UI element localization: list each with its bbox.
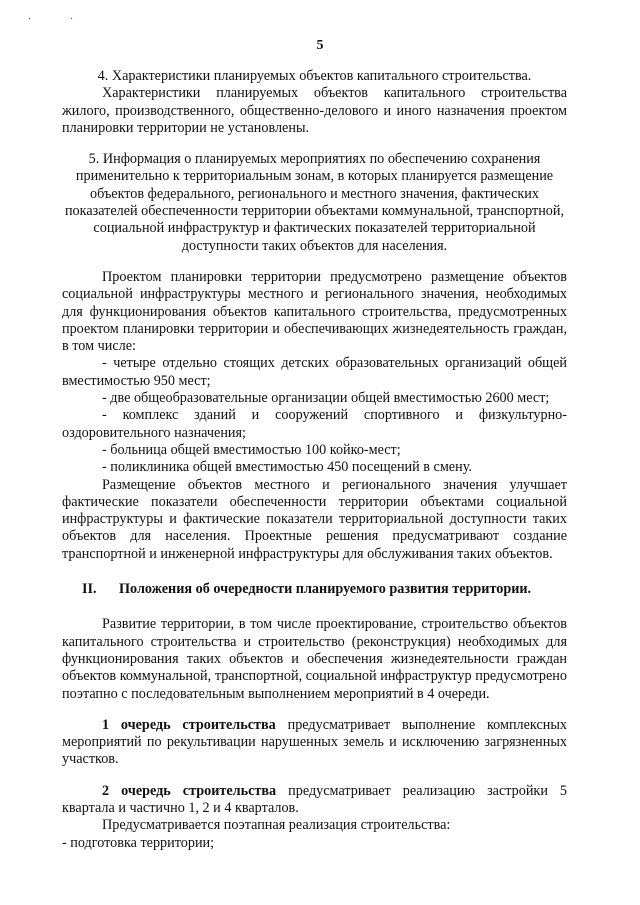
phase-item: - подготовка территории; (62, 834, 215, 851)
list-item: - четыре отдельно стоящих детских образовательных организаций общей вместимостью 950 мест; (62, 355, 567, 389)
stage-1-label: 1 очередь строительства (102, 716, 276, 733)
page-number: 5 (316, 38, 324, 53)
stage-2-label: 2 очередь строительства (102, 782, 277, 799)
list-item: - поликлиника общей вместимостью 450 посещений в смену. (102, 459, 472, 476)
section-ii-title: Положения об очередности планируемого развития территории. (119, 581, 532, 598)
stage-2-paragraph (62, 783, 567, 818)
stage-1-text: предусматривает выполнение комплексных мероприятий по рекультивации нарушенных земель и исключению загрязненных участков. (62, 716, 567, 768)
section-ii-number: II. (82, 581, 97, 598)
section-4-heading: 4. Характеристики планируемых объектов капитального строительства. (97, 68, 532, 84)
list-item: - больница общей вместимостью 100 койко-мест; (102, 441, 401, 458)
list-item: - комплекс зданий и сооружений спортивного и физкультурно-оздоровительного назначения; (62, 407, 567, 441)
stage-1-paragraph (62, 717, 567, 769)
section-5-heading: 5. Информация о планируемых мероприятиях по обеспечению сохранения применительно к территориальным зонам, в которых планируется размещение объектов федерального, регионального и местного значения, фактических показателей обеспеченности территории объектами коммунальной, транспортной, социальной инфраструктур и фактических показателей территориальной доступности таких объектов для населения. (64, 151, 565, 254)
list-item: - две общеобразовательные организации общей вместимостью 2600 мест; (102, 390, 550, 407)
section-ii-intro: Развитие территории, в том числе проектирование, строительство объектов капитального строительства и строительство (реконструкция) необходимых для функционирования таких объектов и обеспечения жизнедеятельности граждан объектов коммунальной, транспортной, социальной инфраструктур предусмотрено поэтапно с последовательным выполнением мероприятий в 4 очереди. (62, 616, 567, 702)
stage-2-text: предусматривает реализацию застройки 5 квартала и частично 1, 2 и 4 кварталов. (62, 782, 568, 816)
section-5-intro: Проектом планировки территории предусмотрено размещение объектов социальной инфраструктуры местного и регионального значения, необходимых для функционирования объектов капитального строительства, предусмотренных проектом планировки территории и обеспечивающих жизнедеятельность граждан, в том числе: (62, 268, 567, 355)
scan-marks: · · (28, 14, 92, 25)
page-content (62, 68, 567, 852)
section-4-text: Характеристики планируемых объектов капитального строительства жилого, производственного, общественно-делового и иного назначения проектом планировки территории не установлены. (62, 85, 567, 136)
section-ii-heading (62, 581, 567, 598)
phased-text: Предусматривается поэтапная реализация строительства: (102, 817, 451, 834)
section-5-conclusion: Размещение объектов местного и регионального значения улучшает фактические показатели обеспеченности территории объектами социальной инфраструктуры и фактические показатели территориальной доступности таких объектов для населения. Проектные решения предусматривают создание транспортной и инженерной инфраструктуры для обслуживания таких объектов. (62, 476, 567, 562)
